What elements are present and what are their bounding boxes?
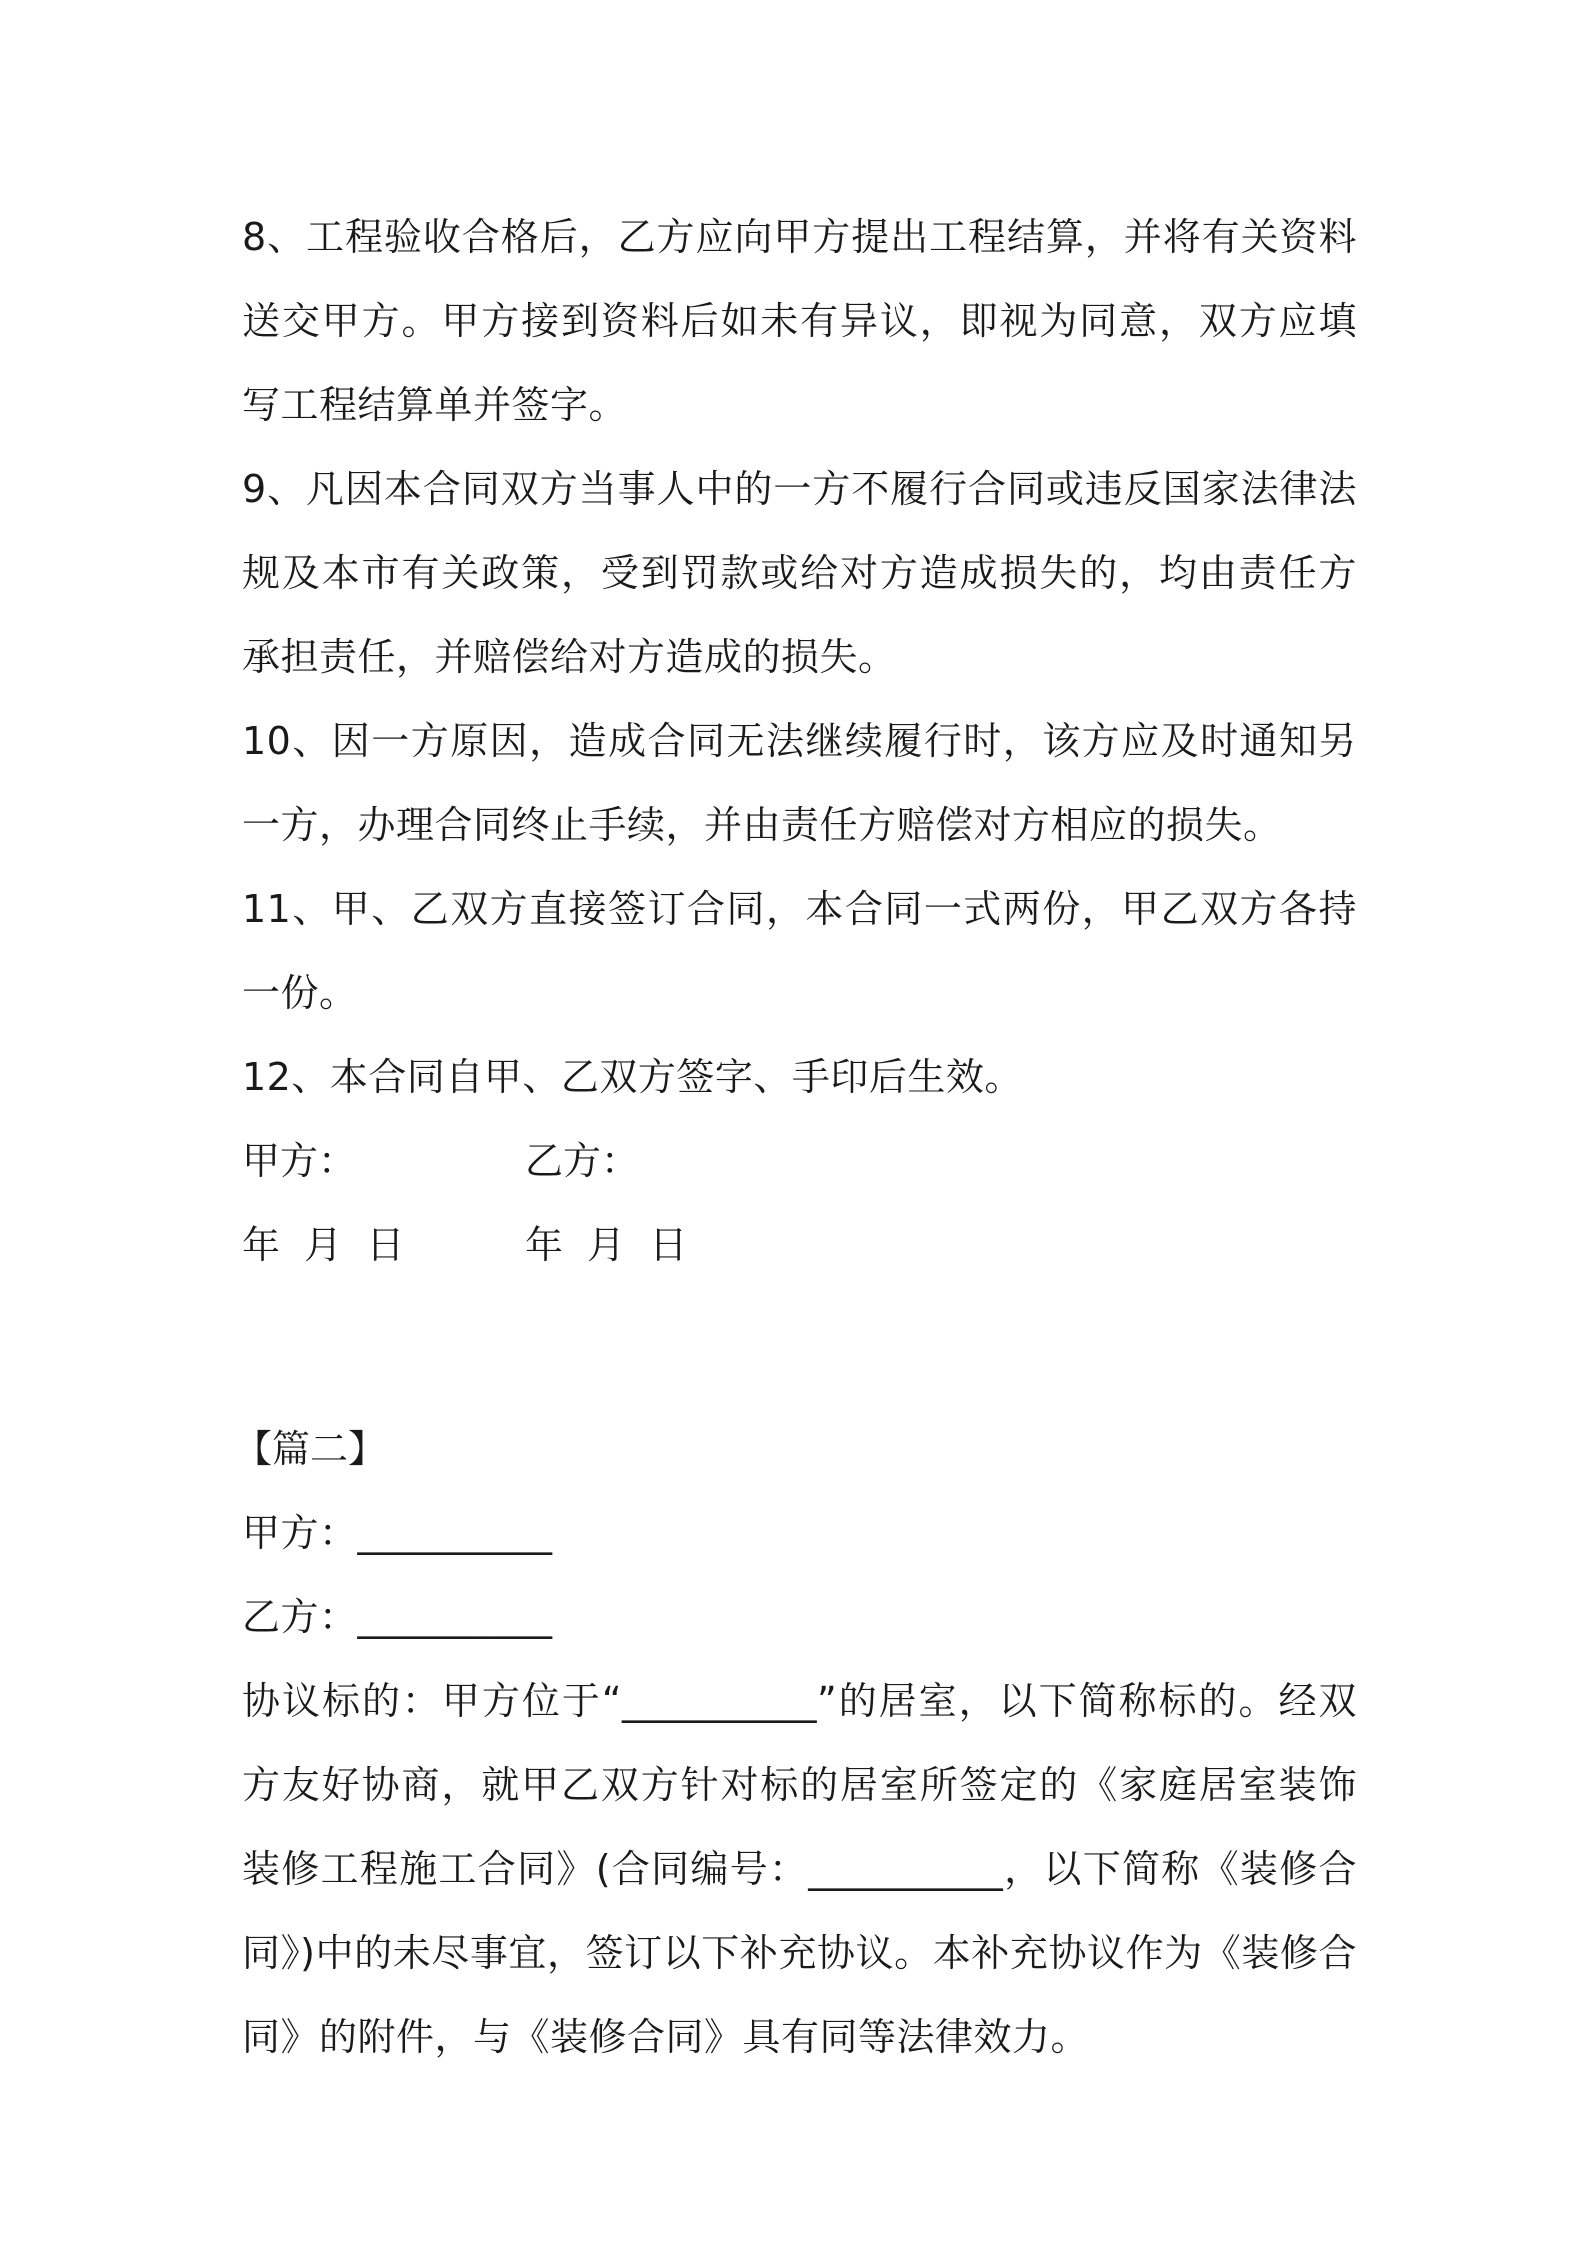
signature-party-a: 甲方： — [242, 1139, 357, 1183]
signature-date-b: 年 月 日 — [525, 1223, 688, 1267]
section-two-heading: 【篇二】 — [234, 1427, 387, 1471]
section-two-agreement: 协议标的：甲方位于“__________”的居室，以下简称标的。经双方友好协商，就甲乙双方针对标的居室所签定的《家庭居室装饰装修工程施工合同》(合同编号：__________，以下简称《装修合同》)中的未尽事宜，签订以下补充协议。本补充协议作为《装修合同》的附件，与《装修合同》具有同等法律效力。 — [242, 1679, 1357, 2059]
document-page — [234, 195, 1357, 2079]
section-gap — [242, 1287, 1357, 1407]
signature-date-row — [242, 1203, 1357, 1287]
clause-9: 9、凡因本合同双方当事人中的一方不履行合同或违反国家法律法规及本市有关政策，受到罚款或给对方造成损失的，均由责任方承担责任，并赔偿给对方造成的损失。 — [242, 467, 1357, 679]
clause-8: 8、工程验收合格后，乙方应向甲方提出工程结算，并将有关资料送交甲方。甲方接到资料后如未有异议，即视为同意，双方应填写工程结算单并签字。 — [242, 215, 1357, 427]
section-two-party-b: 乙方：__________ — [242, 1595, 553, 1639]
clause-11: 11、甲、乙双方直接签订合同，本合同一式两份，甲乙双方各持一份。 — [242, 887, 1357, 1015]
signature-party-row — [242, 1119, 1357, 1203]
clause-10: 10、因一方原因，造成合同无法继续履行时，该方应及时通知另一方，办理合同终止手续，并由责任方赔偿对方相应的损失。 — [242, 719, 1357, 847]
section-two-party-a: 甲方：__________ — [242, 1511, 553, 1555]
signature-party-b: 乙方： — [525, 1139, 640, 1183]
clause-12: 12、本合同自甲、乙双方签字、手印后生效。 — [242, 1055, 1023, 1099]
signature-date-a: 年 月 日 — [242, 1223, 405, 1267]
